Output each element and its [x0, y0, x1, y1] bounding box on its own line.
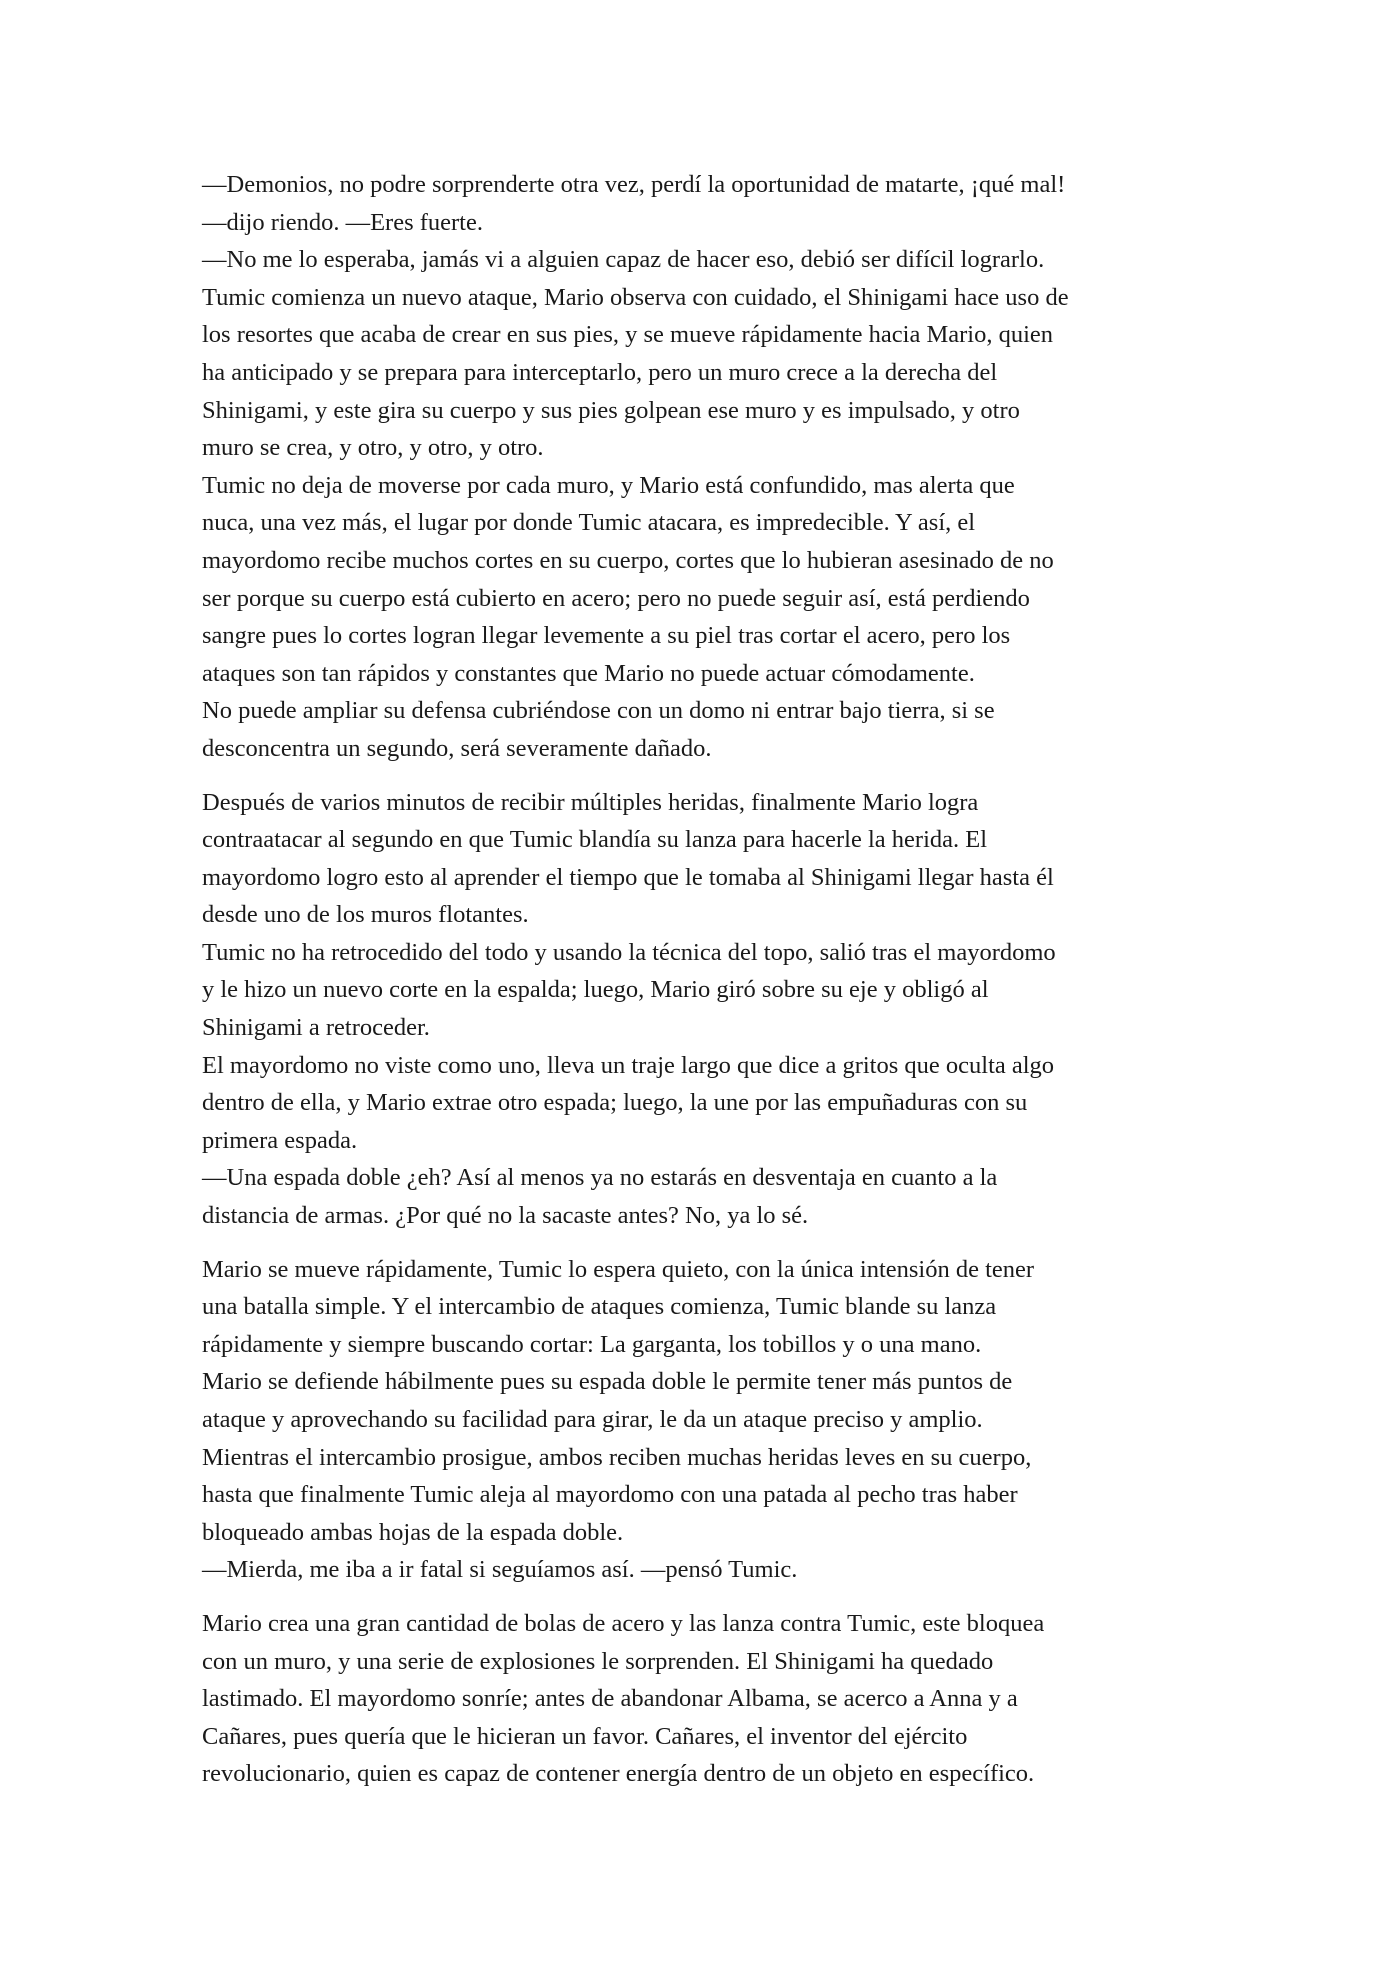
paragraph-block	[202, 166, 1212, 768]
text-line: Mario se mueve rápidamente, Tumic lo espera quieto, con la única intensión de tener	[202, 1255, 1035, 1283]
text-line: Tumic no deja de moverse por cada muro, y Mario está confundido, mas alerta que	[202, 471, 1015, 499]
text-line: desde uno de los muros flotantes.	[202, 901, 529, 929]
text-line: Tumic no ha retrocedido del todo y usando la técnica del topo, salió tras el mayordomo	[202, 938, 1056, 966]
text-line: Cañares, pues quería que le hicieran un favor. Cañares, el inventor del ejército	[202, 1722, 968, 1750]
text-line: mayordomo logro esto al aprender el tiempo que le tomaba al Shinigami llegar hasta él	[202, 863, 1054, 891]
text-line: Mientras el intercambio prosigue, ambos reciben muchas heridas leves en su cuerpo,	[202, 1443, 1032, 1471]
text-line: sangre pues lo cortes logran llegar levemente a su piel tras cortar el acero, pero los	[202, 622, 1011, 650]
text-line: —Demonios, no podre sorprenderte otra vez, perdí la oportunidad de matarte, ¡qué mal!	[202, 171, 1066, 198]
text-line: y le hizo un nuevo corte en la espalda; luego, Mario giró sobre su eje y obligó al	[202, 976, 989, 1004]
text-line: ha anticipado y se prepara para interceptarlo, pero un muro crece a la derecha del	[202, 358, 998, 386]
text-line: con un muro, y una serie de explosiones le sorprenden. El Shinigami ha quedado	[202, 1647, 994, 1675]
text-line: —Una espada doble ¿eh? Así al menos ya no estarás en desventaja en cuanto a la	[202, 1164, 998, 1192]
text-line: una batalla simple. Y el intercambio de ataques comienza, Tumic blande su lanza	[202, 1293, 997, 1321]
text-line: No puede ampliar su defensa cubriéndose con un domo ni entrar bajo tierra, si se	[202, 697, 995, 725]
text-line: ataques son tan rápidos y constantes que Mario no puede actuar cómodamente.	[202, 659, 975, 687]
text-line: distancia de armas. ¿Por qué no la sacaste antes? No, ya lo sé.	[202, 1202, 809, 1230]
text-line: los resortes que acaba de crear en sus pies, y se mueve rápidamente hacia Mario, quien	[202, 321, 1054, 349]
text-line: bloqueado ambas hojas de la espada doble.	[202, 1518, 624, 1546]
text-line: mayordomo recibe muchos cortes en su cuerpo, cortes que lo hubieran asesinado de no	[202, 546, 1054, 574]
text-line: Mario se defiende hábilmente pues su espada doble le permite tener más puntos de	[202, 1368, 1013, 1396]
text-line: —No me lo esperaba, jamás vi a alguien capaz de hacer eso, debió ser difícil lograrlo.	[202, 246, 1045, 274]
text-line: hasta que finalmente Tumic aleja al mayordomo con una patada al pecho tras haber	[202, 1481, 1018, 1509]
text-line: revolucionario, quien es capaz de contener energía dentro de un objeto en específico.	[202, 1760, 1035, 1788]
text-line: Mario crea una gran cantidad de bolas de acero y las lanza contra Tumic, este bloquea	[202, 1609, 1045, 1637]
text-line: dentro de ella, y Mario extrae otro espada; luego, la une por las empuñaduras con su	[202, 1089, 1028, 1117]
paragraph-block	[202, 1251, 1212, 1589]
text-line: rápidamente y siempre buscando cortar: La garganta, los tobillos y o una mano.	[202, 1330, 982, 1358]
document-body	[202, 166, 1212, 1793]
paragraph-block	[202, 1605, 1212, 1793]
text-line: nuca, una vez más, el lugar por donde Tumic atacara, es impredecible. Y así, el	[202, 509, 976, 537]
text-line: Shinigami, y este gira su cuerpo y sus pies golpean ese muro y es impulsado, y otro	[202, 396, 1020, 424]
text-line: primera espada.	[202, 1126, 358, 1154]
text-line: lastimado. El mayordomo sonríe; antes de abandonar Albama, se acerco a Anna y a	[202, 1685, 1018, 1713]
text-line: —dijo riendo. —Eres fuerte.	[202, 208, 483, 236]
text-line: contraatacar al segundo en que Tumic blandía su lanza para hacerle la herida. El	[202, 826, 988, 854]
paragraph-block	[202, 784, 1212, 1235]
text-line: ataque y aprovechando su facilidad para girar, le da un ataque preciso y amplio.	[202, 1406, 983, 1433]
text-line: —Mierda, me iba a ir fatal si seguíamos así. —pensó Tumic.	[202, 1556, 798, 1584]
text-line: Shinigami a retroceder.	[202, 1014, 430, 1042]
text-line: muro se crea, y otro, y otro, y otro.	[202, 434, 544, 462]
text-line: desconcentra un segundo, será severamente dañado.	[202, 734, 712, 762]
text-line: El mayordomo no viste como uno, lleva un traje largo que dice a gritos que oculta algo	[202, 1051, 1055, 1079]
text-line: Después de varios minutos de recibir múltiples heridas, finalmente Mario logra	[202, 788, 979, 816]
text-line: Tumic comienza un nuevo ataque, Mario observa con cuidado, el Shinigami hace uso de	[202, 283, 1069, 311]
text-line: ser porque su cuerpo está cubierto en acero; pero no puede seguir así, está perdiendo	[202, 584, 1030, 612]
